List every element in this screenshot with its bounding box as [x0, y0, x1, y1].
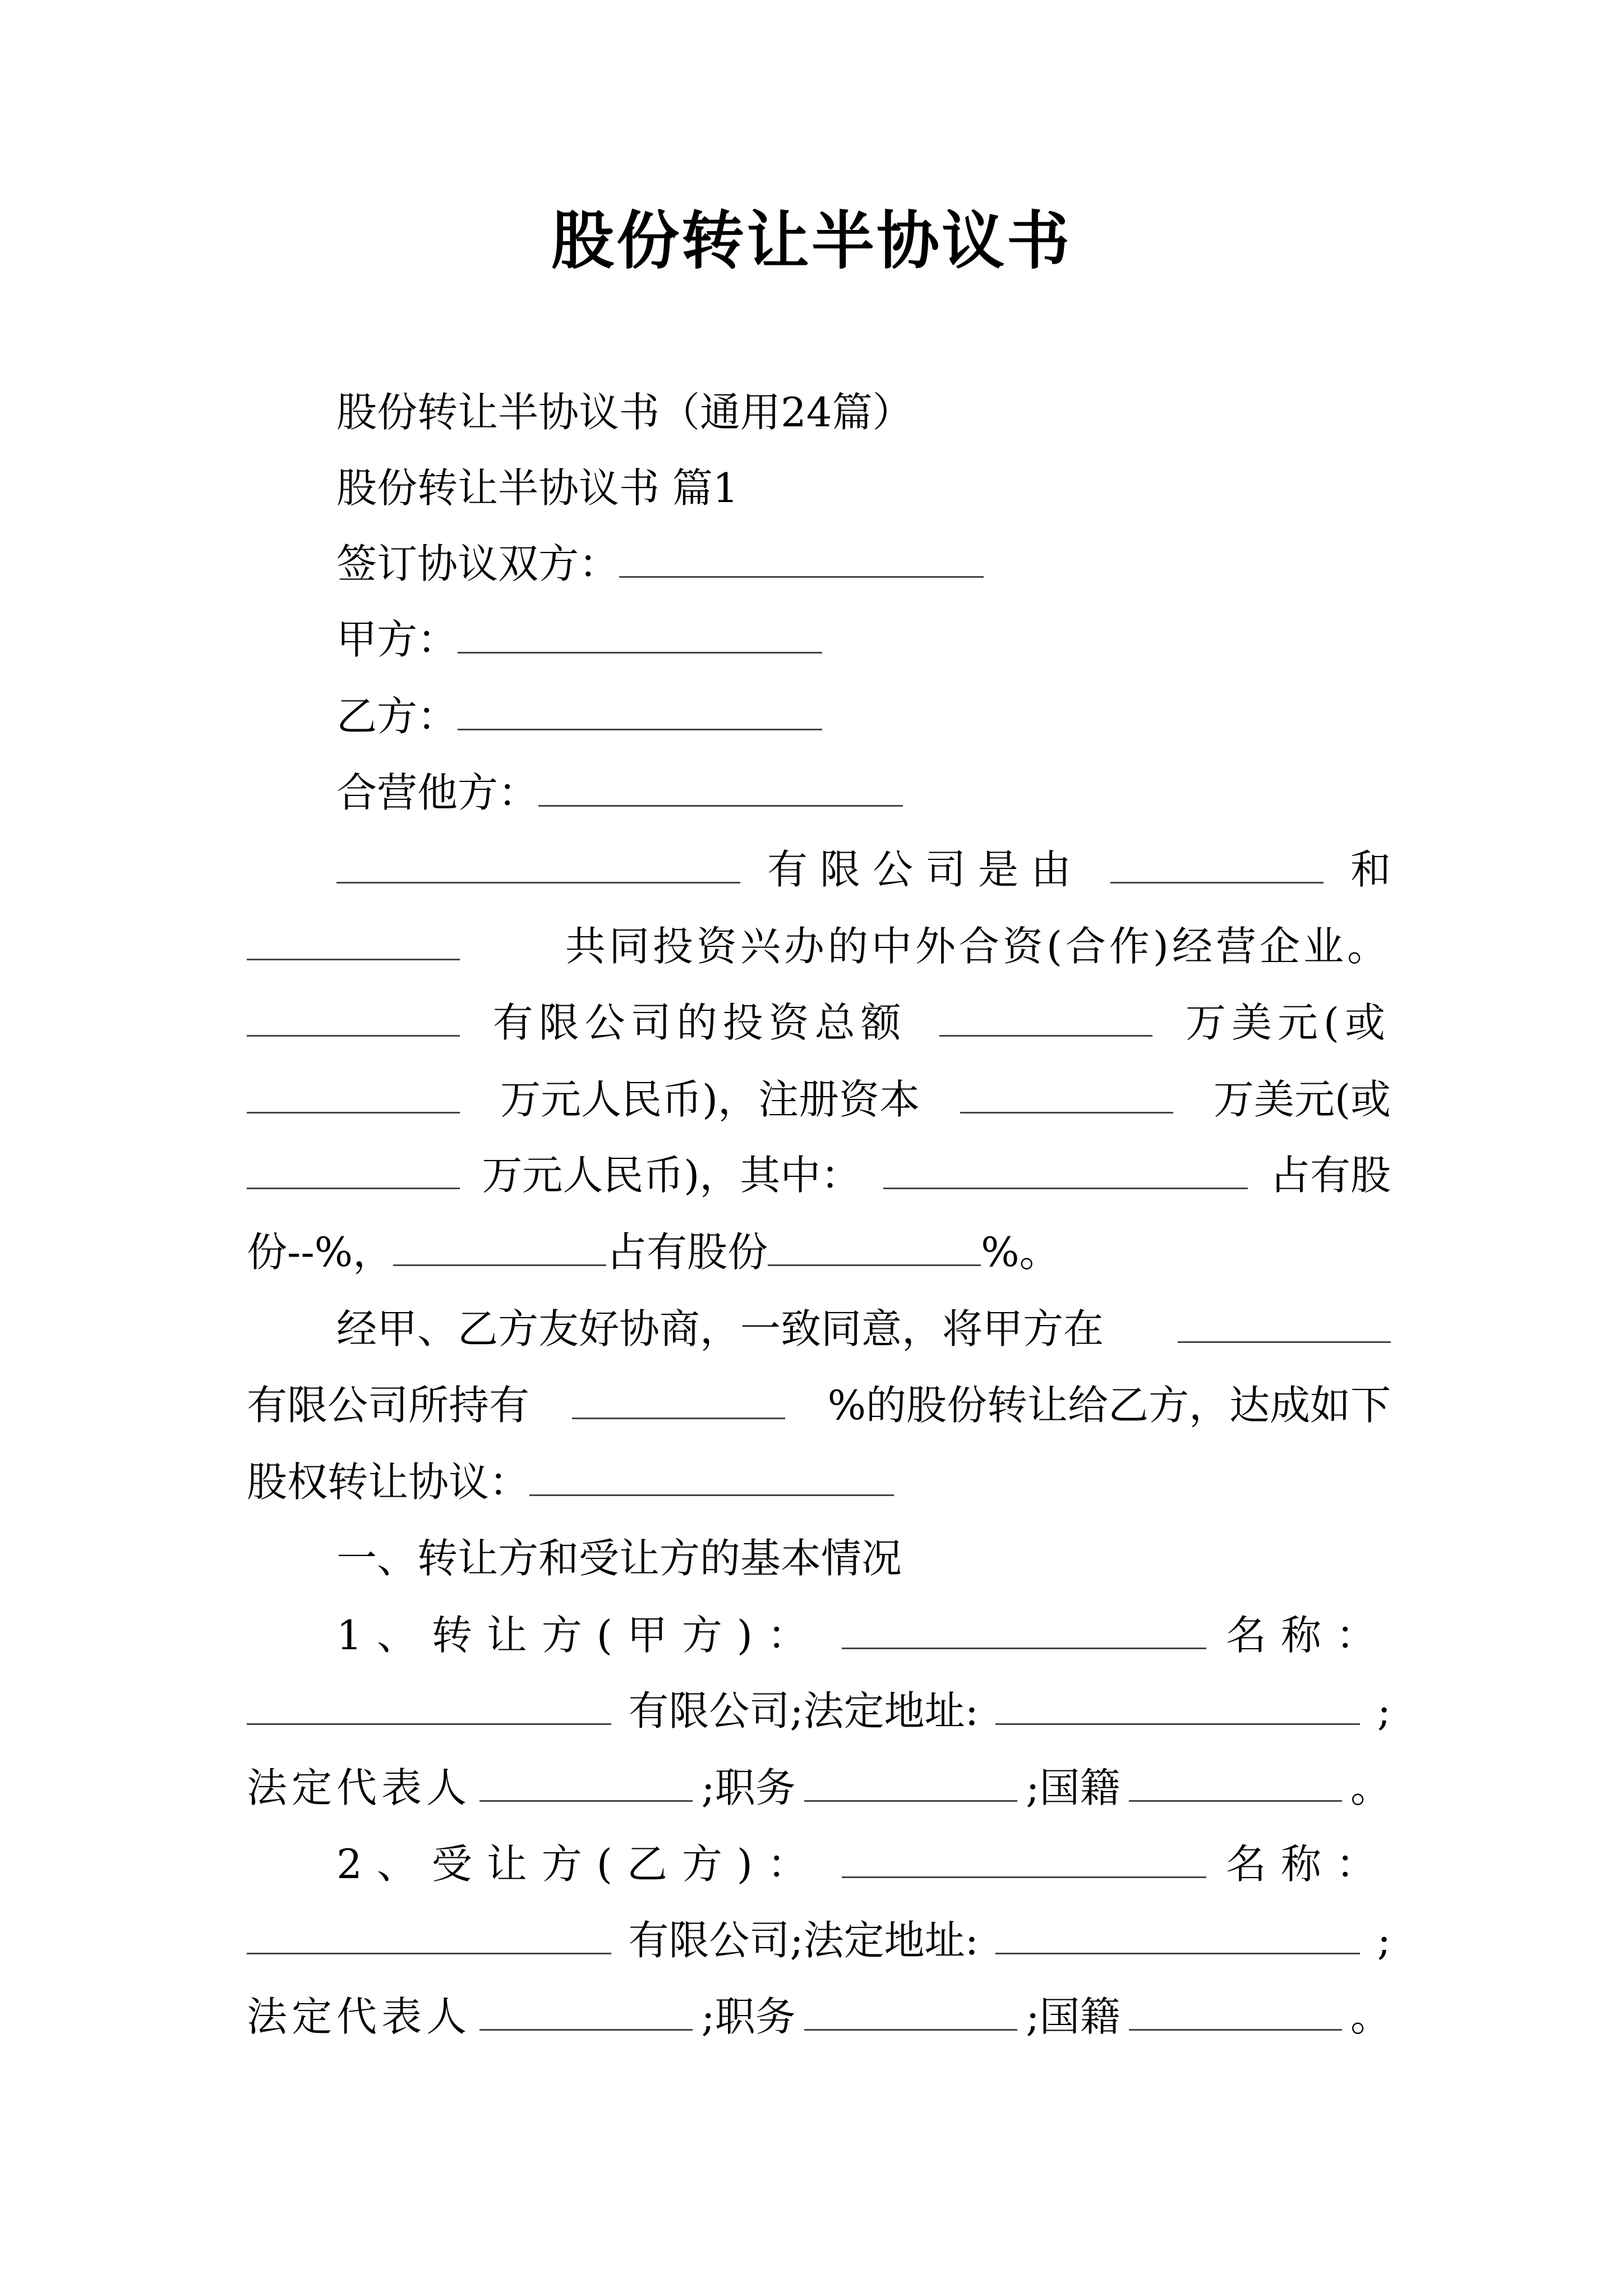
blank-field	[572, 1378, 785, 1419]
text-span: 名称：	[1225, 1841, 1391, 1888]
blank-field	[842, 1608, 1206, 1649]
text-span: 有限公司;法定地址:	[628, 1917, 979, 1964]
other-party-line	[336, 762, 1391, 823]
text-span: 2、受让方(乙方)：	[336, 1841, 822, 1888]
party-b-line	[336, 685, 1391, 747]
para2-line3	[247, 1451, 1391, 1513]
blank-field	[804, 1761, 1017, 1802]
text-span: 有限公司的投资总额	[492, 999, 907, 1046]
text-span: 1、转让方(甲方)：	[336, 1612, 822, 1659]
blank-field	[619, 537, 984, 578]
text-span: 份--%，	[247, 1228, 394, 1276]
text-span: 有限公司;法定地址:	[628, 1687, 979, 1734]
blank-field	[458, 613, 822, 654]
transferee-line1	[336, 1833, 1391, 1895]
section-heading-basic-info: 一、转让方和受让方的基本情况	[336, 1535, 902, 1582]
text-span: 万美元(或	[1213, 1076, 1391, 1123]
para2-line1	[336, 1298, 1391, 1360]
blank-field	[247, 1684, 611, 1725]
blank-field	[804, 1990, 1017, 2031]
blank-field	[995, 1913, 1360, 1954]
document-title: 股份转让半协议书	[551, 204, 1072, 278]
para1-line2	[247, 915, 1391, 977]
blank-field	[247, 919, 460, 960]
blank-field	[1129, 1761, 1342, 1802]
blank-field	[479, 1990, 693, 2031]
text-span: 名称：	[1225, 1612, 1391, 1659]
text-span: 有限公司是由	[767, 846, 1083, 893]
text-span: 占有股份	[606, 1228, 768, 1276]
text-span: ;国籍	[1026, 1993, 1121, 2040]
text-span: 有限公司所持有	[247, 1382, 530, 1429]
text-span: %。	[981, 1228, 1060, 1276]
text-span: 万元人民币)，其中：	[482, 1152, 861, 1199]
text-span: 和	[1350, 846, 1391, 893]
blank-field	[960, 1073, 1173, 1114]
blank-field	[393, 1225, 606, 1266]
blank-field	[768, 1225, 981, 1266]
blank-field	[842, 1837, 1206, 1878]
text-span: 万元人民币)，注册资本	[500, 1076, 920, 1123]
transferor-line2	[247, 1680, 1391, 1742]
blank-field	[458, 689, 822, 730]
transferee-line2	[247, 1910, 1391, 1971]
blank-field	[247, 1073, 460, 1114]
blank-field	[883, 1148, 1248, 1189]
para1-line1	[336, 839, 1391, 900]
blank-field	[1178, 1302, 1391, 1343]
text-span: ;职务	[701, 1764, 796, 1811]
party-a-label: 甲方：	[336, 616, 458, 663]
section-heading-1: 股份转让半协议书 篇1	[336, 464, 739, 512]
para1-line6	[247, 1221, 1391, 1283]
text-span: 占有股	[1269, 1152, 1391, 1199]
parties-label: 签订协议双方：	[336, 540, 620, 587]
text-span: 万美元(或	[1185, 999, 1391, 1046]
para1-line4	[247, 1069, 1391, 1130]
text-span: ;	[1377, 1917, 1391, 1964]
blank-field	[529, 1455, 894, 1496]
text-span: 法定代表人	[247, 1764, 472, 1811]
text-span: ;	[1377, 1687, 1391, 1734]
party-a-line	[336, 609, 1391, 670]
para1-line5	[247, 1144, 1391, 1206]
transferee-line3	[247, 1986, 1391, 2047]
party-b-label: 乙方：	[336, 693, 458, 740]
para2-line2	[247, 1374, 1391, 1436]
blank-field	[939, 996, 1152, 1037]
other-party-label: 合营他方：	[336, 769, 539, 816]
blank-field	[247, 1913, 611, 1954]
text-span: %的股份转让给乙方，达成如下	[827, 1382, 1391, 1429]
text-span: 共同投资兴办的中外合资(合作)经营企业。	[565, 923, 1391, 970]
blank-field	[1110, 843, 1324, 884]
blank-field	[247, 1148, 460, 1189]
text-span: 。	[1350, 1993, 1391, 2040]
blank-field	[995, 1684, 1360, 1725]
text-span: ;国籍	[1026, 1764, 1121, 1811]
blank-field	[538, 766, 903, 807]
text-span: 经甲、乙方友好协商，一致同意，将甲方在	[336, 1305, 1104, 1352]
blank-field	[479, 1761, 693, 1802]
text-span: 股权转让协议：	[247, 1458, 530, 1506]
text-span: 法定代表人	[247, 1993, 472, 2040]
blank-field	[336, 843, 740, 884]
parties-line	[336, 533, 1391, 595]
blank-field	[247, 996, 460, 1037]
text-span: ;职务	[701, 1993, 796, 2040]
subtitle-general: 股份转让半协议书（通用24篇）	[336, 389, 913, 436]
text-span: 。	[1350, 1764, 1391, 1811]
transferor-line3	[247, 1757, 1391, 1819]
para1-line3	[247, 992, 1391, 1053]
transferor-line1	[336, 1604, 1391, 1666]
blank-field	[1129, 1990, 1342, 2031]
